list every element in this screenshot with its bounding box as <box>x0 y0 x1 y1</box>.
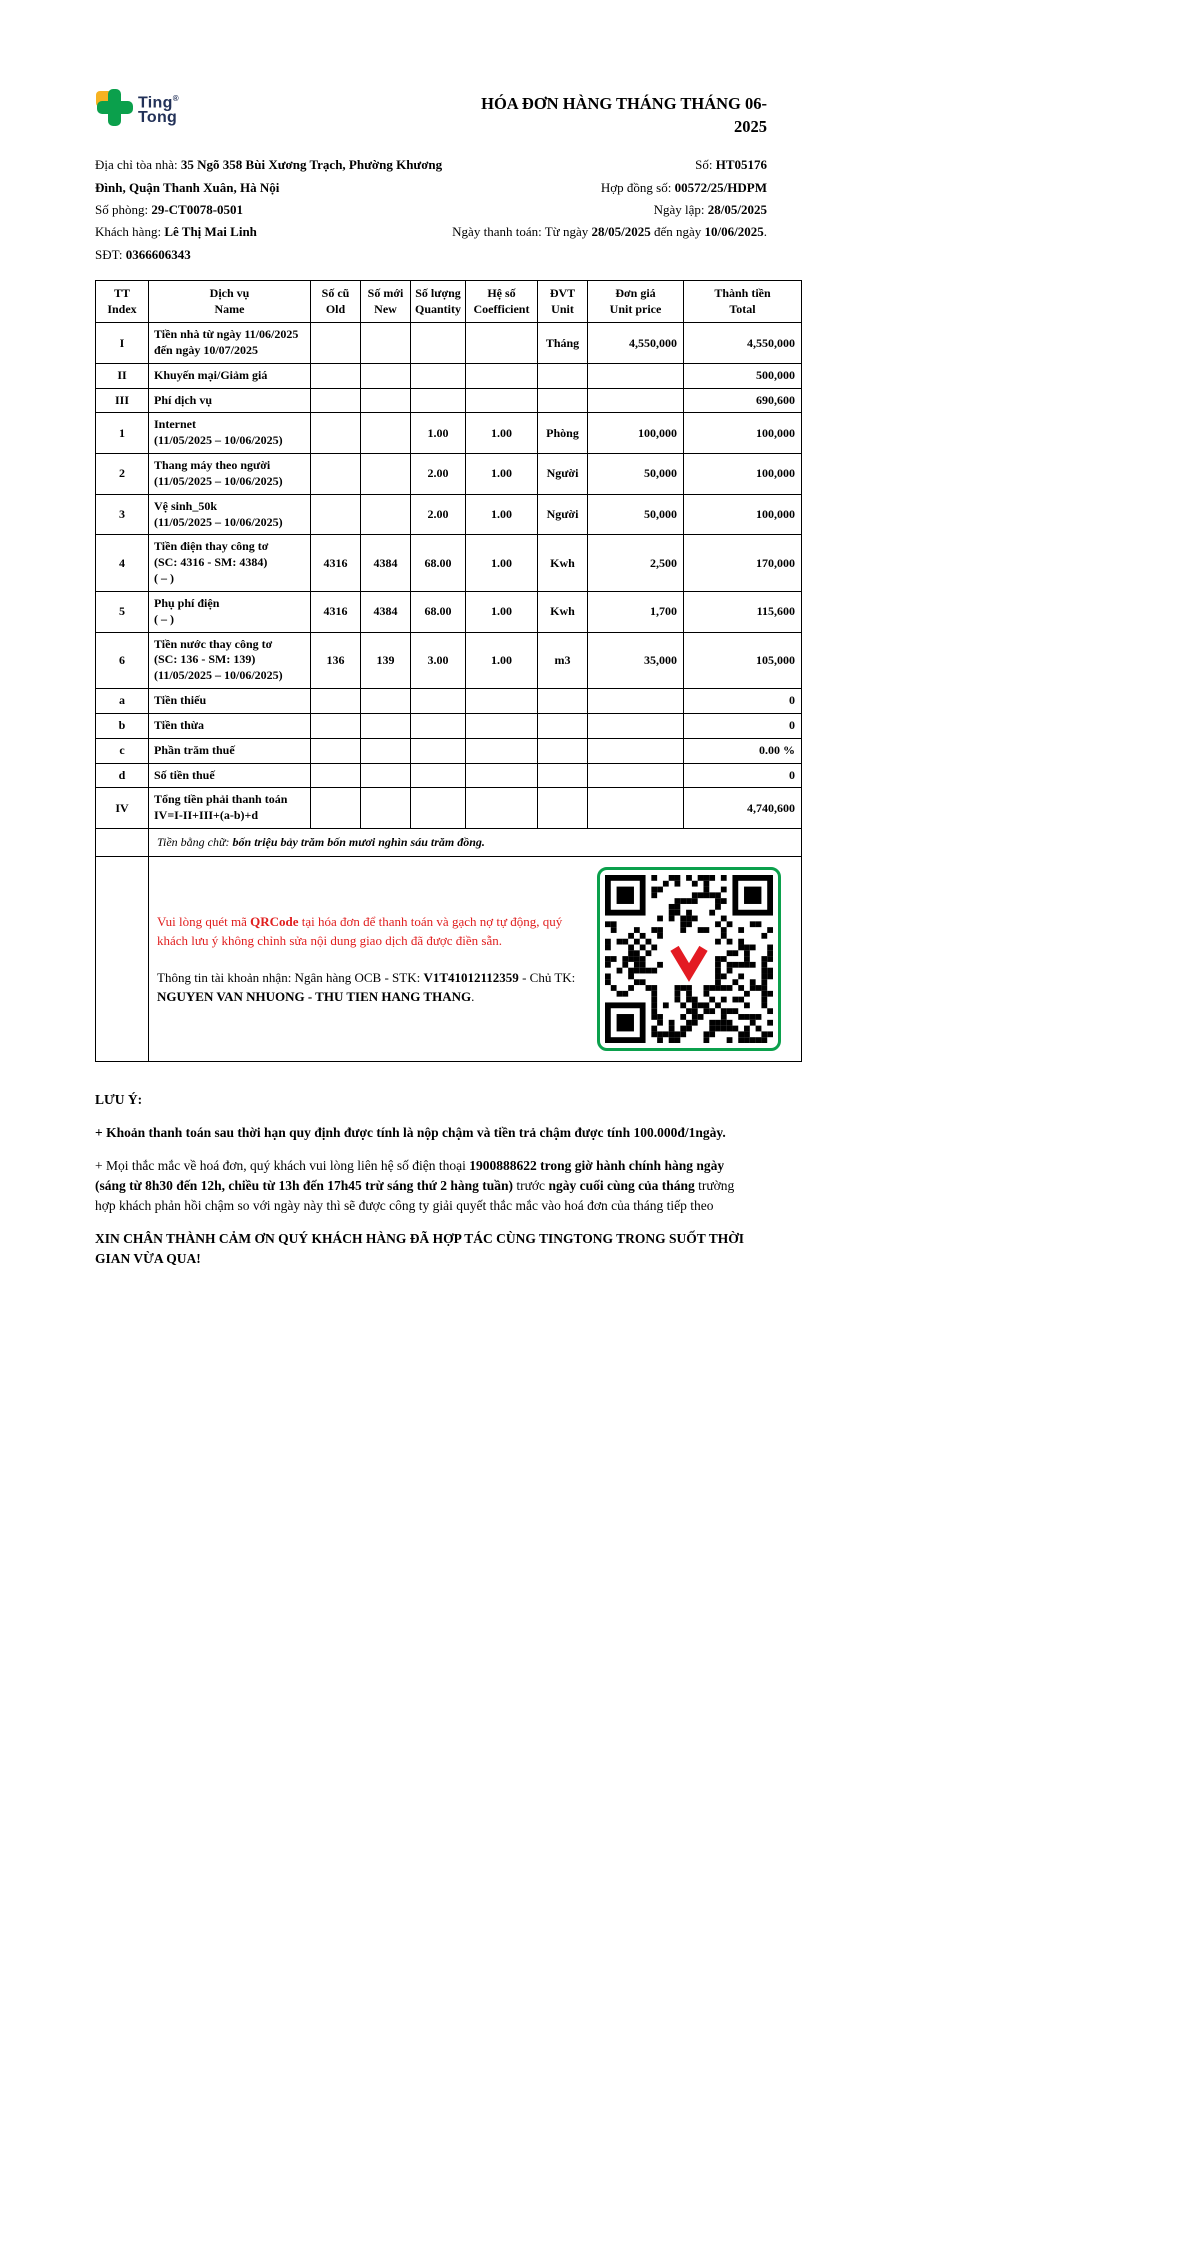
cell-price: 2,500 <box>588 535 684 591</box>
cell-total: 115,600 <box>684 591 802 632</box>
page-header <box>95 88 801 138</box>
info-value: Lê Thị Mai Linh <box>164 224 257 240</box>
cell-index: I <box>96 323 149 364</box>
cell-price <box>588 713 684 738</box>
qr-code <box>597 867 781 1051</box>
cell-total: 690,600 <box>684 388 802 413</box>
header-row <box>96 280 802 322</box>
amount-in-words-row <box>96 829 802 857</box>
cell-new <box>361 363 411 388</box>
cell-index: 1 <box>96 413 149 454</box>
cell-coef: 1.00 <box>466 591 538 632</box>
text-segment: + Khoản thanh toán sau thời hạn quy định được tính là nộp chậm và tiền trả chậm được tính 100.000đ/1ngày. <box>95 1125 726 1141</box>
text-segment: - Chủ TK: <box>518 969 576 985</box>
invoice-row-I <box>96 323 802 364</box>
cell-old <box>311 323 361 364</box>
cell-empty <box>96 857 149 1062</box>
text-segment: Ngày thanh toán: Từ ngày <box>452 224 592 240</box>
cell-name: Phụ phí điện ( – ) <box>149 591 311 632</box>
invoice-meta <box>443 154 767 266</box>
cell-coef <box>466 388 538 413</box>
cell-old: 136 <box>311 632 361 688</box>
invoice-title: HÓA ĐƠN HÀNG THÁNG THÁNG 06-2025 <box>481 94 767 137</box>
cell-index: a <box>96 689 149 714</box>
cell-new: 4384 <box>361 591 411 632</box>
cell-old <box>311 689 361 714</box>
registered-mark: ® <box>172 93 179 103</box>
cell-price <box>588 788 684 829</box>
cell-qty <box>411 689 466 714</box>
column-header-old: Số cũ Old <box>311 280 361 322</box>
logo-word-tong: Tong <box>138 109 178 127</box>
cell-old <box>311 738 361 763</box>
text-segment: 10/06/2025 <box>704 224 764 240</box>
text-segment: QRCode <box>250 913 299 929</box>
cell-coef: 1.00 <box>466 632 538 688</box>
cell-coef: 1.00 <box>466 494 538 535</box>
cell-name: Tiền thiếu <box>149 689 311 714</box>
invoice-row-2 <box>96 454 802 495</box>
cell-total: 0 <box>684 689 802 714</box>
tingtong-logo-icon <box>95 88 135 128</box>
info-value: HT05176 <box>715 157 767 173</box>
cell-unit <box>538 388 588 413</box>
cell-coef <box>466 713 538 738</box>
info-label: Ngày lập: <box>653 201 708 217</box>
cell-new <box>361 763 411 788</box>
cell-qty <box>411 763 466 788</box>
cell-unit: m3 <box>538 632 588 688</box>
cell-price: 50,000 <box>588 494 684 535</box>
qr-payment-cell <box>149 857 802 1062</box>
text-segment: tại hóa đơn để thanh toán và gạch nợ tự động, quý khách lưu ý không chỉnh sửa nội dung giao dịch đã được điền sẵn. <box>157 913 563 949</box>
cell-old <box>311 494 361 535</box>
cell-price <box>588 689 684 714</box>
column-header-unit: ĐVT Unit <box>538 280 588 322</box>
cell-index: 2 <box>96 454 149 495</box>
qr-code-icon <box>605 875 773 1043</box>
info-value: 29-CT0078-0501 <box>151 201 244 217</box>
cell-name: Tiền nước thay công tơ (SC: 136 - SM: 139) (11/05/2025 – 10/06/2025) <box>149 632 311 688</box>
text-segment: đến ngày <box>650 224 705 240</box>
invoice-row-IV <box>96 788 802 829</box>
cell-name: Số tiền thuế <box>149 763 311 788</box>
cell-name: Internet (11/05/2025 – 10/06/2025) <box>149 413 311 454</box>
tingtong-logo <box>95 88 179 128</box>
invoice-row-d <box>96 763 802 788</box>
cell-qty: 3.00 <box>411 632 466 688</box>
cell-index: c <box>96 738 149 763</box>
cell-total: 0 <box>684 713 802 738</box>
column-header-name: Dịch vụ Name <box>149 280 311 322</box>
text-segment: XIN CHÂN THÀNH CẢM ƠN QUÝ KHÁCH HÀNG ĐÃ HỢP TÁC CÙNG TINGTONG TRONG SUỐT THỜI GIAN VỪA QUA! <box>95 1230 744 1266</box>
cell-total: 100,000 <box>684 454 802 495</box>
cell-qty <box>411 738 466 763</box>
cell-unit: Người <box>538 494 588 535</box>
cell-index: d <box>96 763 149 788</box>
cell-name: Tiền thừa <box>149 713 311 738</box>
cell-index: 3 <box>96 494 149 535</box>
text-segment: NGUYEN VAN NHUONG - THU TIEN HANG THANG <box>157 989 472 1005</box>
text-segment: bốn triệu bảy trăm bốn mươi nghìn sáu trăm đồng. <box>232 835 485 850</box>
text-segment: Vui lòng quét mã <box>157 913 251 929</box>
cell-coef <box>466 788 538 829</box>
qr-warning-text <box>157 912 589 951</box>
cell-unit: Kwh <box>538 535 588 591</box>
cell-total: 4,740,600 <box>684 788 802 829</box>
invoice-row-6 <box>96 632 802 688</box>
column-header-total: Thành tiền Total <box>684 280 802 322</box>
cell-old <box>311 788 361 829</box>
info-line <box>95 221 443 243</box>
payment-period <box>443 221 767 243</box>
cell-coef <box>466 689 538 714</box>
cell-new <box>361 388 411 413</box>
text-segment: + Mọi thắc mắc về hoá đơn, quý khách vui lòng liên hệ số điện thoại <box>95 1157 470 1173</box>
cell-old <box>311 413 361 454</box>
invoice-row-III <box>96 388 802 413</box>
cell-total: 4,550,000 <box>684 323 802 364</box>
cell-total: 0 <box>684 763 802 788</box>
info-label: Số phòng: <box>95 201 152 217</box>
text-segment: trước <box>512 1177 549 1193</box>
cell-total: 105,000 <box>684 632 802 688</box>
customer-info <box>95 154 443 266</box>
text-segment: 28/05/2025 <box>591 224 651 240</box>
cell-price: 100,000 <box>588 413 684 454</box>
text-segment: trường hợp khách phản hồi chậm so với ngày này thì sẽ được công ty giải quyết thắc mắc vào hoá đơn của tháng tiếp theo <box>95 1177 735 1213</box>
cell-old <box>311 363 361 388</box>
invoice-row-c <box>96 738 802 763</box>
text-segment: . <box>471 989 475 1005</box>
cell-new <box>361 788 411 829</box>
payment-instructions <box>157 912 589 1007</box>
invoice-row-3 <box>96 494 802 535</box>
column-header-coef: Hệ số Coefficient <box>466 280 538 322</box>
cell-new: 139 <box>361 632 411 688</box>
cell-total: 100,000 <box>684 413 802 454</box>
cell-qty <box>411 788 466 829</box>
info-line <box>443 199 767 221</box>
cell-unit: Kwh <box>538 591 588 632</box>
cell-coef <box>466 323 538 364</box>
note-hotline <box>95 1156 753 1216</box>
cell-price <box>588 763 684 788</box>
cell-name: Tiền điện thay công tơ (SC: 4316 - SM: 4384) ( – ) <box>149 535 311 591</box>
cell-new: 4384 <box>361 535 411 591</box>
cell-unit <box>538 738 588 763</box>
cell-new <box>361 738 411 763</box>
text-segment: trong giờ hành chính hàng ngày (sáng từ 8h30 đến 12h, chiều từ 13h đến 17h45 trừ sáng thứ 2 hàng tuần) <box>95 1157 725 1193</box>
info-label: Khách hàng: <box>95 224 165 240</box>
text-segment: Tiền bằng chữ: <box>157 835 233 850</box>
account-info-text <box>157 968 589 1007</box>
invoice-row-II <box>96 363 802 388</box>
cell-unit <box>538 689 588 714</box>
cell-total: 500,000 <box>684 363 802 388</box>
cell-new <box>361 689 411 714</box>
note-thanks <box>95 1229 753 1269</box>
cell-price: 1,700 <box>588 591 684 632</box>
cell-coef <box>466 763 538 788</box>
cell-index: 5 <box>96 591 149 632</box>
cell-total: 0.00 % <box>684 738 802 763</box>
column-header-new: Số mới New <box>361 280 411 322</box>
cell-qty: 68.00 <box>411 591 466 632</box>
cell-index: 6 <box>96 632 149 688</box>
amount-in-words <box>149 829 802 857</box>
invoice-row-4 <box>96 535 802 591</box>
cell-total: 170,000 <box>684 535 802 591</box>
notes-section <box>95 1090 753 1269</box>
cell-price <box>588 738 684 763</box>
column-header-qty: Số lượng Quantity <box>411 280 466 322</box>
cell-old: 4316 <box>311 535 361 591</box>
cell-name: Vệ sinh_50k (11/05/2025 – 10/06/2025) <box>149 494 311 535</box>
column-header-index: TT Index <box>96 280 149 322</box>
cell-old <box>311 713 361 738</box>
cell-name: Khuyến mại/Giảm giá <box>149 363 311 388</box>
cell-price: 50,000 <box>588 454 684 495</box>
cell-new <box>361 713 411 738</box>
cell-index: IV <box>96 788 149 829</box>
cell-new <box>361 494 411 535</box>
cell-price <box>588 388 684 413</box>
info-line <box>443 154 767 176</box>
info-label: Số: <box>695 157 716 173</box>
cell-qty: 2.00 <box>411 494 466 535</box>
cell-price: 35,000 <box>588 632 684 688</box>
invoice-table <box>95 280 802 1062</box>
info-line <box>443 177 767 199</box>
cell-new <box>361 413 411 454</box>
cell-coef <box>466 738 538 763</box>
info-value: 28/05/2025 <box>707 201 767 217</box>
cell-name: Phí dịch vụ <box>149 388 311 413</box>
cell-unit <box>538 788 588 829</box>
text-segment: . <box>763 224 767 240</box>
cell-coef: 1.00 <box>466 454 538 495</box>
cell-qty <box>411 323 466 364</box>
cell-coef: 1.00 <box>466 535 538 591</box>
invoice-page <box>95 88 801 1269</box>
cell-qty: 1.00 <box>411 413 466 454</box>
cell-index: b <box>96 713 149 738</box>
cell-index: 4 <box>96 535 149 591</box>
cell-qty <box>411 388 466 413</box>
info-value: 35 Ngõ 358 Bùi Xương Trạch, Phường Khương Đình, Quận Thanh Xuân, Hà Nội <box>95 157 443 195</box>
cell-new <box>361 454 411 495</box>
text-segment: Thông tin tài khoản nhận: Ngân hàng OCB - STK: <box>157 969 424 985</box>
cell-old: 4316 <box>311 591 361 632</box>
invoice-row-1 <box>96 413 802 454</box>
info-label: SĐT: <box>95 246 126 262</box>
cell-name: Tổng tiền phải thanh toán IV=I-II+III+(a-b)+d <box>149 788 311 829</box>
info-line <box>95 154 443 199</box>
cell-name: Thang máy theo người (11/05/2025 – 10/06/2025) <box>149 454 311 495</box>
cell-index: III <box>96 388 149 413</box>
invoice-row-a <box>96 689 802 714</box>
cell-qty <box>411 363 466 388</box>
invoice-meta-lines <box>443 154 767 221</box>
cell-coef <box>466 363 538 388</box>
logo-word-ting: Ting <box>138 94 173 112</box>
info-label: Địa chỉ tòa nhà: <box>95 157 181 173</box>
cell-index: II <box>96 363 149 388</box>
cell-old <box>311 763 361 788</box>
cell-new <box>361 323 411 364</box>
text-segment: V1T41012112359 <box>423 969 519 985</box>
cell-empty <box>96 829 149 857</box>
info-value: 0366606343 <box>125 246 191 262</box>
cell-unit: Phòng <box>538 413 588 454</box>
cell-name: Phần trăm thuế <box>149 738 311 763</box>
logo-wordmark <box>138 91 179 125</box>
cell-price: 4,550,000 <box>588 323 684 364</box>
text-segment: ngày cuối cùng của tháng <box>548 1177 695 1193</box>
cell-qty: 2.00 <box>411 454 466 495</box>
cell-coef: 1.00 <box>466 413 538 454</box>
info-value: 00572/25/HDPM <box>674 179 767 195</box>
cell-price <box>588 363 684 388</box>
invoice-row-5 <box>96 591 802 632</box>
cell-old <box>311 454 361 495</box>
invoice-row-b <box>96 713 802 738</box>
cell-total: 100,000 <box>684 494 802 535</box>
cell-qty: 68.00 <box>411 535 466 591</box>
cell-old <box>311 388 361 413</box>
cell-unit: Người <box>538 454 588 495</box>
cell-unit <box>538 763 588 788</box>
cell-qty <box>411 713 466 738</box>
info-line <box>95 199 443 221</box>
cell-unit <box>538 363 588 388</box>
info-label: Hợp đồng số: <box>600 179 675 195</box>
cell-unit <box>538 713 588 738</box>
cell-name: Tiền nhà từ ngày 11/06/2025 đến ngày 10/07/2025 <box>149 323 311 364</box>
info-line <box>95 244 443 266</box>
notes-heading: LƯU Ý: <box>95 1092 143 1108</box>
cell-unit: Tháng <box>538 323 588 364</box>
qr-row <box>96 857 802 1062</box>
info-section <box>95 154 801 266</box>
column-header-price: Đơn giá Unit price <box>588 280 684 322</box>
text-segment: 1900888622 <box>469 1157 537 1173</box>
note-late-payment <box>95 1123 753 1143</box>
